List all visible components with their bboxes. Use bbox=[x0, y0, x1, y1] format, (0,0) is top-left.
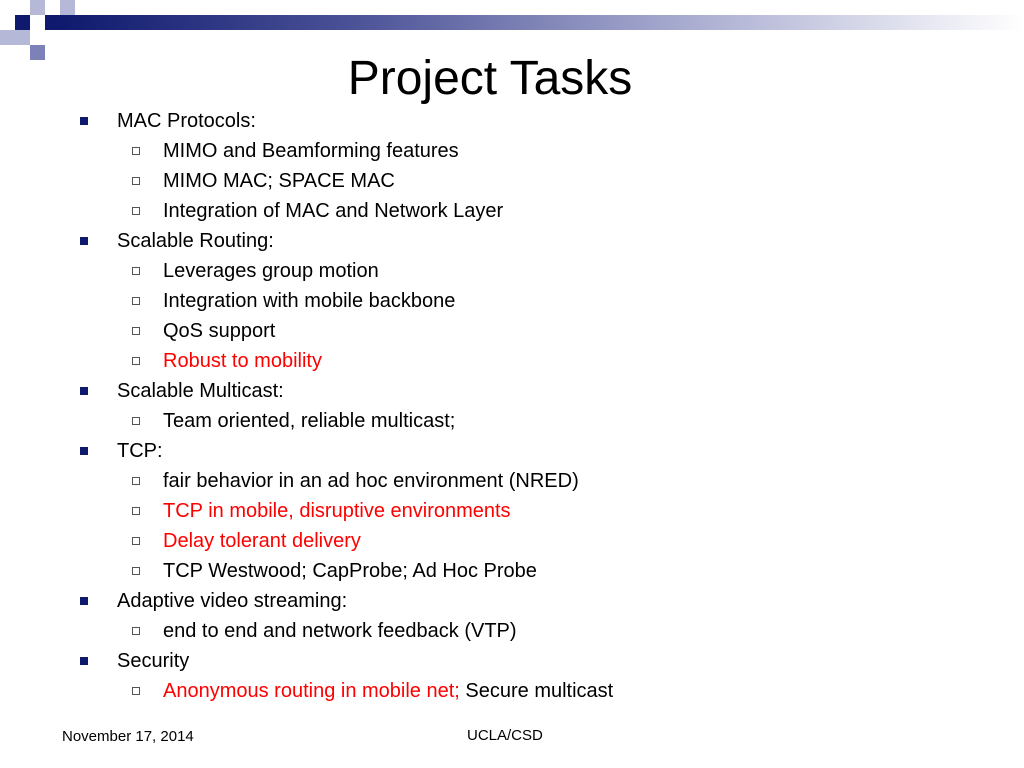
bullet-text: Adaptive video streaming: bbox=[117, 590, 348, 612]
square-bullet-icon bbox=[80, 657, 88, 665]
sub-bullet-text: Delay tolerant delivery bbox=[163, 530, 361, 552]
footer-date: November 17, 2014 bbox=[62, 728, 194, 745]
hollow-square-bullet-icon bbox=[132, 297, 140, 305]
sub-bullet-item bbox=[78, 616, 978, 646]
hollow-square-bullet-icon bbox=[132, 507, 140, 515]
bullet-item bbox=[78, 436, 978, 466]
square-bullet-icon bbox=[80, 237, 88, 245]
header-gradient-bar bbox=[60, 15, 1024, 30]
bullet-text: Scalable Multicast: bbox=[117, 380, 284, 402]
bullet-item bbox=[78, 106, 978, 136]
bullet-item bbox=[78, 376, 978, 406]
sub-bullet-text: Team oriented, reliable multicast; bbox=[163, 410, 456, 432]
square-bullet-icon bbox=[80, 387, 88, 395]
sub-bullet-text: MIMO MAC; SPACE MAC bbox=[163, 170, 395, 192]
sub-bullet-item bbox=[78, 256, 978, 286]
square-bullet-icon bbox=[80, 597, 88, 605]
hollow-square-bullet-icon bbox=[132, 357, 140, 365]
sub-bullet-text: Secure multicast bbox=[465, 680, 614, 702]
bullet-text: Security bbox=[117, 650, 190, 672]
footer-center-text: UCLA/CSD bbox=[467, 727, 543, 744]
hollow-square-bullet-icon bbox=[132, 477, 140, 485]
sub-bullet-item bbox=[78, 676, 978, 706]
sub-bullet-item bbox=[78, 556, 978, 586]
sub-bullet-item bbox=[78, 496, 978, 526]
header-square-decoration bbox=[15, 15, 30, 30]
sub-bullet-item bbox=[78, 196, 978, 226]
header-square-decoration bbox=[15, 30, 30, 45]
bullet-item bbox=[78, 586, 978, 616]
sub-bullet-item bbox=[78, 466, 978, 496]
hollow-square-bullet-icon bbox=[132, 147, 140, 155]
sub-bullet-text: end to end and network feedback (VTP) bbox=[163, 620, 517, 642]
sub-bullet-text: Integration of MAC and Network Layer bbox=[163, 200, 504, 222]
hollow-square-bullet-icon bbox=[132, 417, 140, 425]
bullet-text: TCP: bbox=[117, 440, 163, 462]
bullet-item bbox=[78, 226, 978, 256]
sub-bullet-text-highlight: Anonymous routing in mobile net; bbox=[163, 680, 460, 702]
hollow-square-bullet-icon bbox=[132, 627, 140, 635]
slide-title: Project Tasks bbox=[347, 52, 633, 105]
hollow-square-bullet-icon bbox=[132, 567, 140, 575]
sub-bullet-text: TCP Westwood; CapProbe; Ad Hoc Probe bbox=[163, 560, 537, 582]
sub-bullet-text: Leverages group motion bbox=[163, 260, 379, 282]
sub-bullet-text: QoS support bbox=[163, 320, 276, 342]
sub-bullet-item bbox=[78, 166, 978, 196]
bullet-item bbox=[78, 646, 978, 676]
header-square-decoration bbox=[0, 30, 15, 45]
header-square-decoration bbox=[60, 0, 75, 15]
sub-bullet-text: TCP in mobile, disruptive environments bbox=[163, 500, 511, 522]
square-bullet-icon bbox=[80, 117, 88, 125]
sub-bullet-item bbox=[78, 286, 978, 316]
header-square-decoration bbox=[30, 0, 45, 15]
bullet-list bbox=[78, 106, 978, 706]
sub-bullet-item bbox=[78, 316, 978, 346]
header-square-decoration bbox=[45, 15, 60, 30]
bullet-text: Scalable Routing: bbox=[117, 230, 274, 252]
sub-bullet-text: Robust to mobility bbox=[163, 350, 322, 372]
bullet-text: MAC Protocols: bbox=[117, 110, 256, 132]
hollow-square-bullet-icon bbox=[132, 267, 140, 275]
sub-bullet-item bbox=[78, 406, 978, 436]
sub-bullet-item bbox=[78, 526, 978, 556]
hollow-square-bullet-icon bbox=[132, 687, 140, 695]
hollow-square-bullet-icon bbox=[132, 177, 140, 185]
hollow-square-bullet-icon bbox=[132, 327, 140, 335]
square-bullet-icon bbox=[80, 447, 88, 455]
sub-bullet-item bbox=[78, 346, 978, 376]
hollow-square-bullet-icon bbox=[132, 537, 140, 545]
sub-bullet-item bbox=[78, 136, 978, 166]
sub-bullet-text: fair behavior in an ad hoc environment (NRED) bbox=[163, 470, 579, 492]
hollow-square-bullet-icon bbox=[132, 207, 140, 215]
sub-bullet-text: Integration with mobile backbone bbox=[163, 290, 456, 312]
sub-bullet-text: MIMO and Beamforming features bbox=[163, 140, 459, 162]
